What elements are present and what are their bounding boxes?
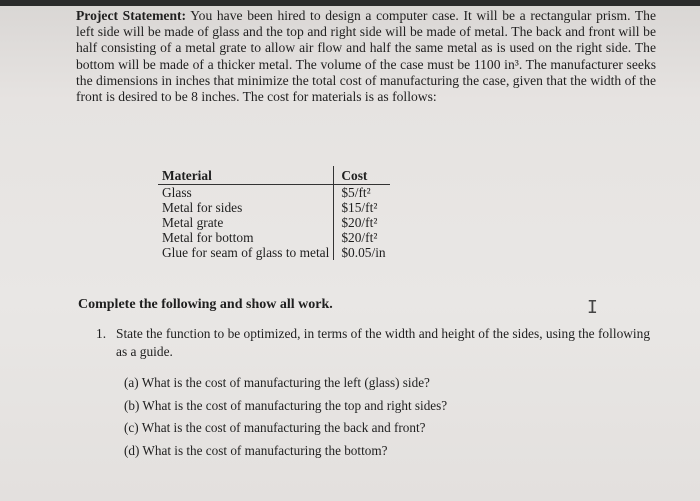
question-number: 1.: [96, 326, 107, 341]
cost-cell: $20/ft²: [334, 215, 390, 230]
table-row: [158, 230, 390, 245]
cost-cell: $15/ft²: [334, 200, 390, 215]
table-row: [158, 185, 390, 201]
table-row: [158, 215, 390, 230]
statement-label: Project Statement:: [76, 8, 187, 23]
question-text: State the function to be optimized, in terms of the width and height of the sides, using the following as a guide.: [116, 326, 651, 359]
header-material: Material: [162, 168, 212, 183]
table-row: [158, 245, 390, 260]
project-statement: [76, 8, 656, 105]
cost-cell: $5/ft²: [334, 185, 390, 201]
subquestion-list: [124, 372, 447, 462]
cost-cell: $0.05/in: [334, 245, 390, 260]
material-cell: Metal for bottom: [162, 230, 254, 245]
subquestion-b: (b) What is the cost of manufacturing the top and right sides?: [124, 397, 448, 413]
subquestion-a: (a) What is the cost of manufacturing the left (glass) side?: [124, 375, 430, 390]
instruction-heading: Complete the following and show all work.: [78, 297, 333, 312]
materials-table: [158, 166, 390, 260]
document-page: [76, 8, 656, 105]
table-row: [158, 200, 390, 215]
question-1: [96, 325, 656, 361]
header-cost: Cost: [334, 166, 390, 185]
material-cell: Metal grate: [162, 215, 224, 230]
text-cursor-icon: I: [587, 297, 598, 318]
material-cell: Glass: [162, 185, 192, 200]
material-cell: Glue for seam of glass to metal: [162, 245, 330, 260]
top-edge-bar: [0, 0, 700, 6]
cost-cell: $20/ft²: [334, 230, 390, 245]
subquestion-c: (c) What is the cost of manufacturing the back and front?: [124, 420, 426, 435]
subquestion-d: (d) What is the cost of manufacturing the bottom?: [124, 442, 388, 458]
statement-text: You have been hired to design a computer case. It will be a rectangular prism. The left side will be made of glass and the top and right side will be made of metal. The back and front will be half consisting of a metal grate to allow air flow and half the same metal as is used on the right side. The bottom will be made of a thicker metal. The volume of the case must be 1100 in³. The manufacturer seeks the dimensions in inches that minimize the total cost of manufacturing the case, given that the width of the front is desired to be 8 inches. The cost for materials is as follows:: [76, 8, 656, 105]
table-header-row: [158, 166, 390, 185]
material-cell: Metal for sides: [162, 200, 243, 215]
